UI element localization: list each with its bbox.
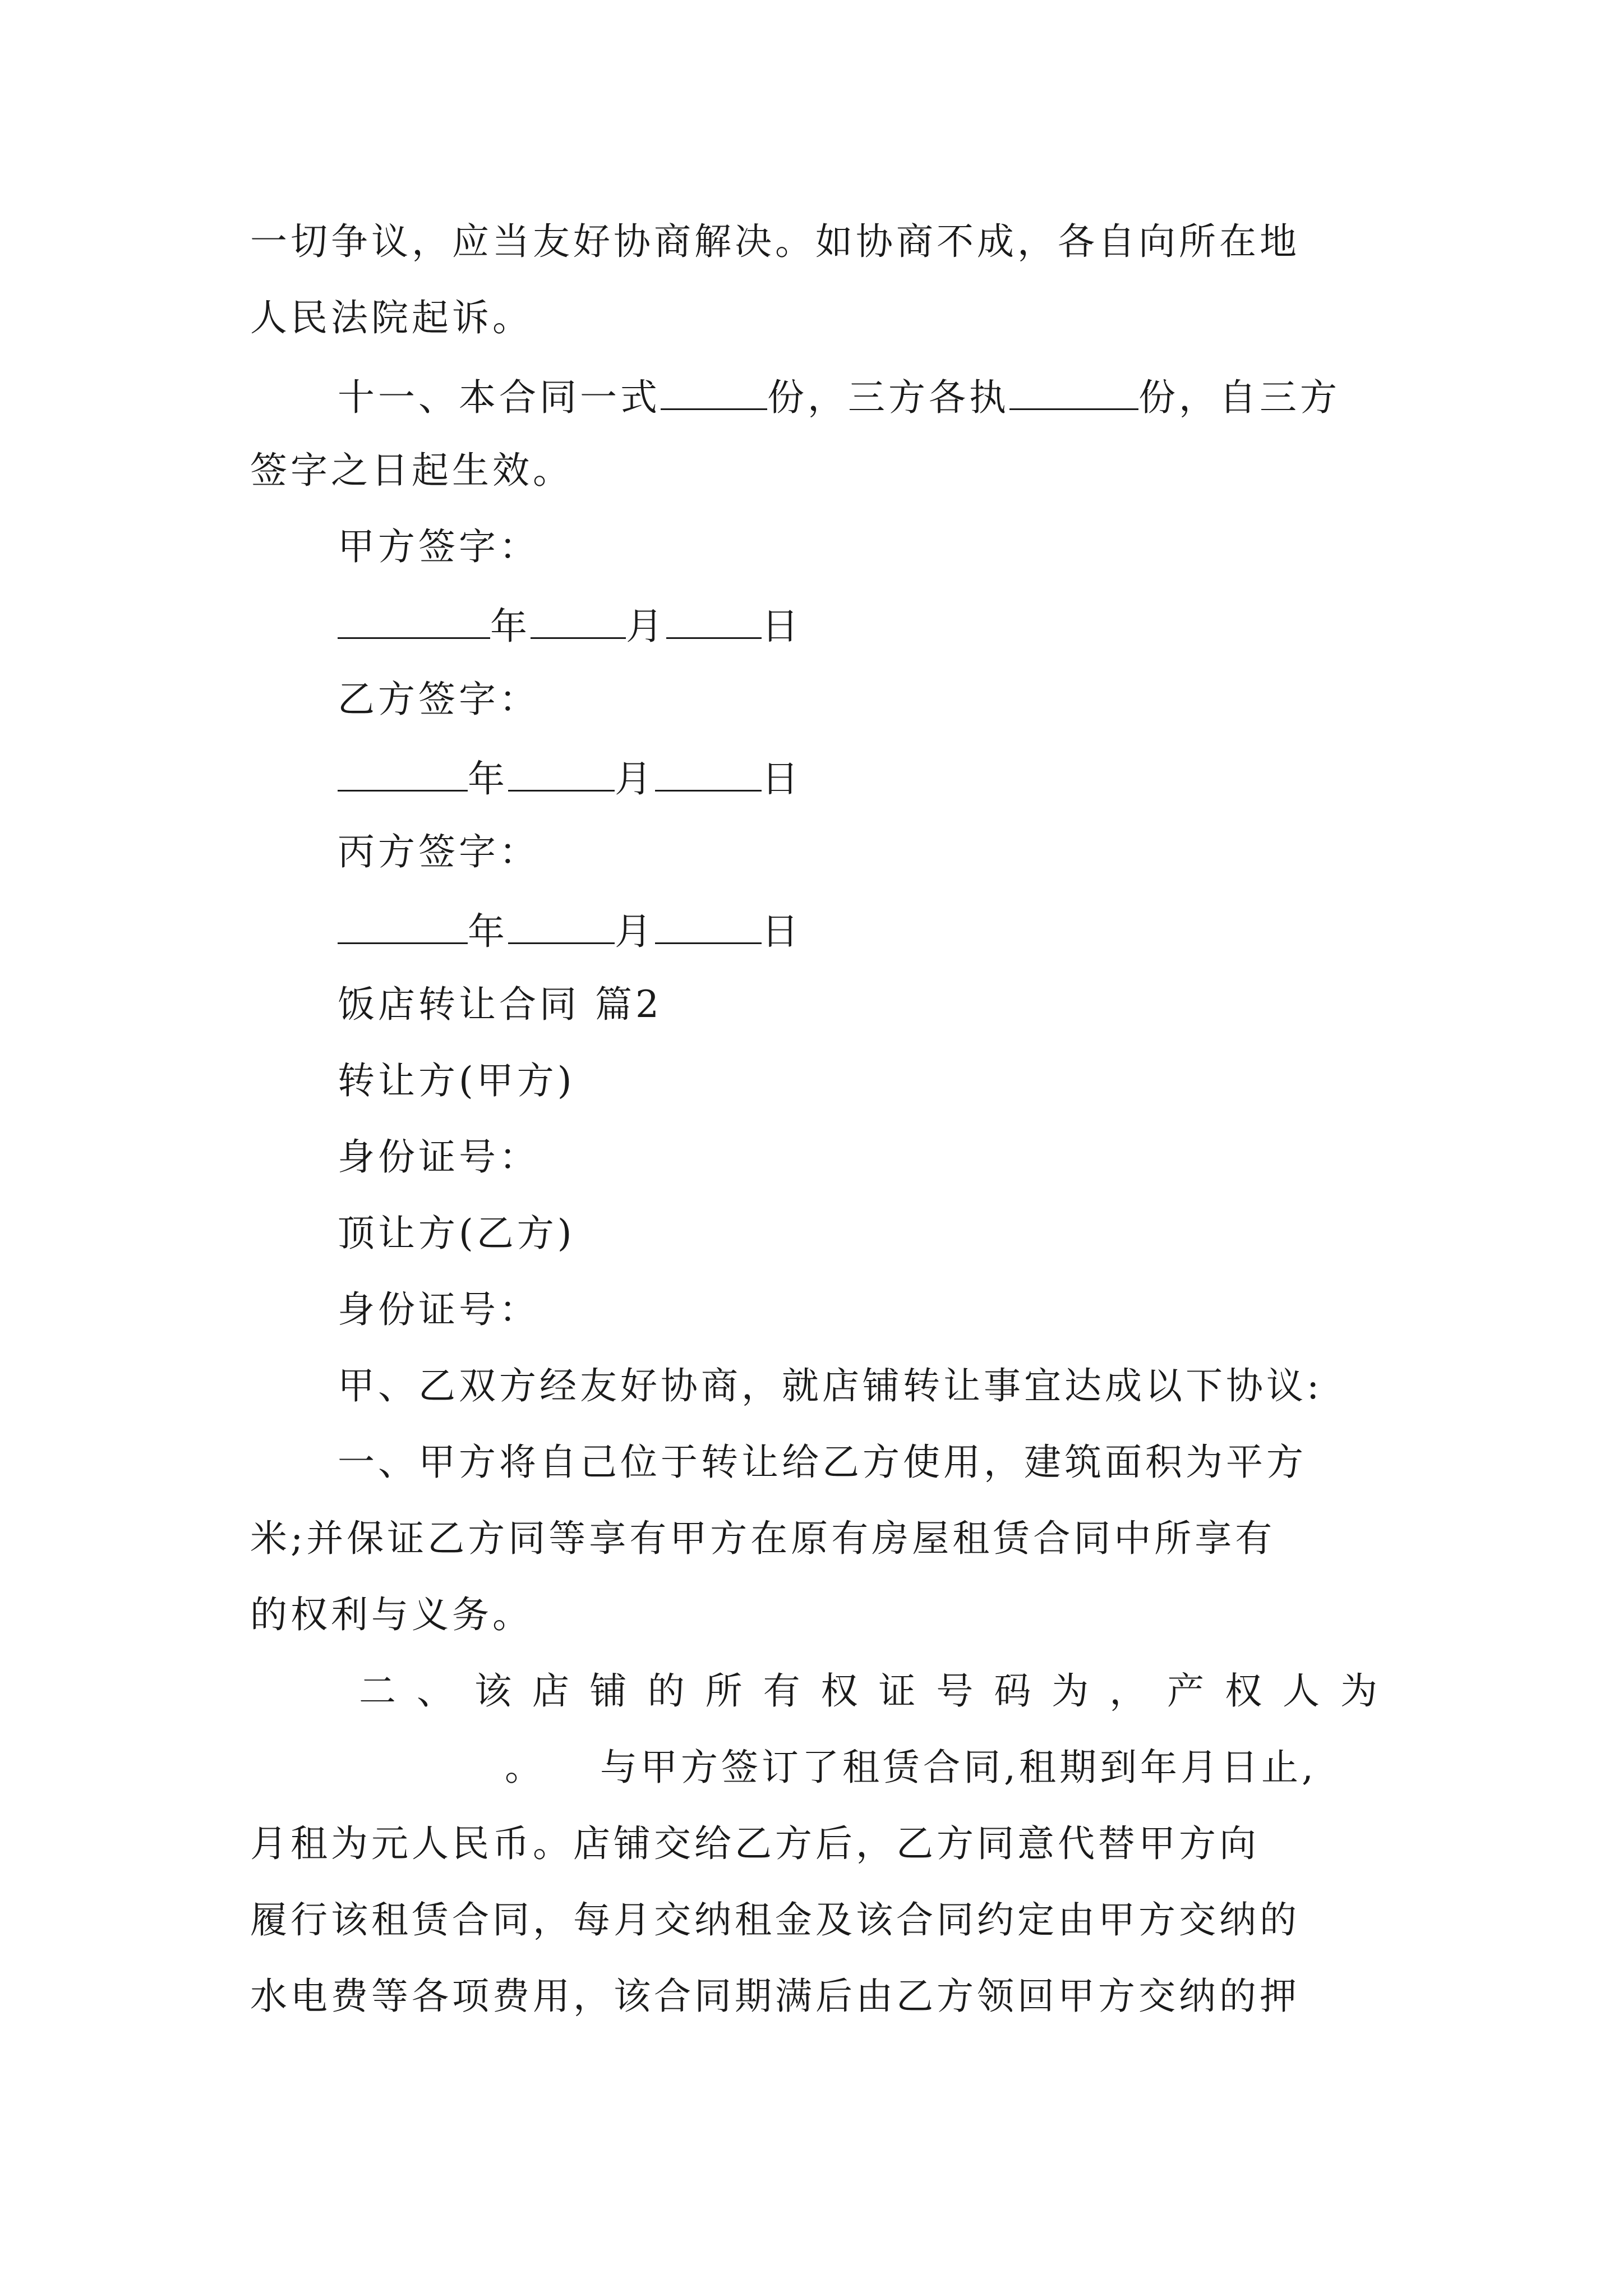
day-blank	[655, 910, 762, 944]
copies-each-blank	[1009, 376, 1138, 410]
party-a-signature-label: 甲方签字：	[338, 525, 540, 568]
clause-text: 十一、本合同一式	[338, 376, 661, 419]
article-two-char: ，	[1109, 1669, 1150, 1713]
party-b-date-line	[338, 757, 802, 798]
article-two-char: 该	[474, 1669, 515, 1713]
month-label: 月	[615, 910, 655, 953]
party-c-signature-label: 丙方签字：	[338, 830, 540, 873]
copies-blank	[661, 376, 767, 410]
transferee-id-label: 身份证号：	[338, 1288, 540, 1331]
agreement-intro: 甲、乙双方经友好协商，就店铺转让事宜达成以下协议:	[338, 1364, 1323, 1407]
year-blank	[338, 757, 468, 792]
article-two-period: 。	[505, 1746, 545, 1789]
article-two-char: 的	[647, 1669, 688, 1713]
article-two-char: 铺	[589, 1669, 630, 1713]
article-two-char: 二	[359, 1669, 399, 1713]
clause-text: 份，自三方	[1138, 376, 1340, 419]
day-blank	[666, 605, 762, 639]
article-two-char: 人	[1283, 1669, 1323, 1713]
article-one-line: 米;并保证乙方同等享有甲方在原有房屋租赁合同中所享有	[250, 1517, 1276, 1560]
month-blank	[508, 910, 615, 944]
article-two-line-4: 履行该租赁合同，每月交纳租金及该合同约定由甲方交纳的	[250, 1898, 1300, 1941]
article-two-char: 所	[705, 1669, 746, 1713]
article-two-char: 权	[1225, 1669, 1266, 1713]
paragraph-line: 一切争议，应当友好协商解决。如协商不成，各自向所在地	[250, 220, 1300, 263]
article-two-char: 号	[936, 1669, 977, 1713]
party-b-signature-label: 乙方签字：	[338, 678, 540, 721]
article-two-char: 权	[820, 1669, 861, 1713]
year-label: 年	[468, 757, 508, 800]
article-two-char: 、	[416, 1669, 457, 1713]
month-label: 月	[626, 605, 666, 648]
party-c-date-line	[338, 910, 802, 953]
year-label: 年	[490, 605, 531, 648]
article-one-line: 的权利与义务。	[250, 1593, 533, 1636]
article-one-line: 一、甲方将自己位于转让给乙方使用，建筑面积为平方	[338, 1441, 1307, 1484]
article-two-line-1	[359, 1669, 1381, 1713]
year-blank	[338, 910, 468, 944]
article-two-line-2: 与甲方签订了租赁合同,租期到年月日止,	[600, 1746, 1317, 1789]
contract-2-title: 饭店转让合同 篇2	[338, 983, 662, 1026]
article-two-char: 有	[763, 1669, 804, 1713]
article-two-line-3: 月租为元人民币。店铺交给乙方后，乙方同意代替甲方向	[250, 1822, 1260, 1865]
transferee-label: 顶让方(乙方)	[338, 1212, 575, 1255]
article-two-char: 为	[1340, 1669, 1381, 1713]
month-blank	[508, 757, 615, 792]
paragraph-line: 人民法院起诉。	[250, 296, 533, 339]
article-two-char: 店	[532, 1669, 573, 1713]
day-label: 日	[762, 910, 802, 953]
article-two-char: 码	[994, 1669, 1035, 1713]
clause-eleven	[338, 376, 1340, 419]
day-label: 日	[762, 605, 802, 648]
article-two-char: 为	[1052, 1669, 1092, 1713]
article-two-line-5: 水电费等各项费用，该合同期满后由乙方领回甲方交纳的押	[250, 1975, 1300, 2018]
year-label: 年	[468, 910, 508, 953]
day-label: 日	[762, 757, 802, 800]
month-label: 月	[615, 757, 655, 800]
article-two-char: 产	[1167, 1669, 1208, 1713]
clause-text: 份，三方各执	[767, 376, 1009, 419]
day-blank	[655, 757, 762, 792]
year-blank	[338, 605, 490, 639]
transferor-id-label: 身份证号：	[338, 1135, 540, 1179]
month-blank	[531, 605, 626, 639]
transferor-label: 转让方(甲方)	[338, 1059, 575, 1102]
paragraph-line: 签字之日起生效。	[250, 449, 573, 492]
party-a-date-line	[338, 605, 802, 648]
article-two-char: 证	[878, 1669, 919, 1713]
